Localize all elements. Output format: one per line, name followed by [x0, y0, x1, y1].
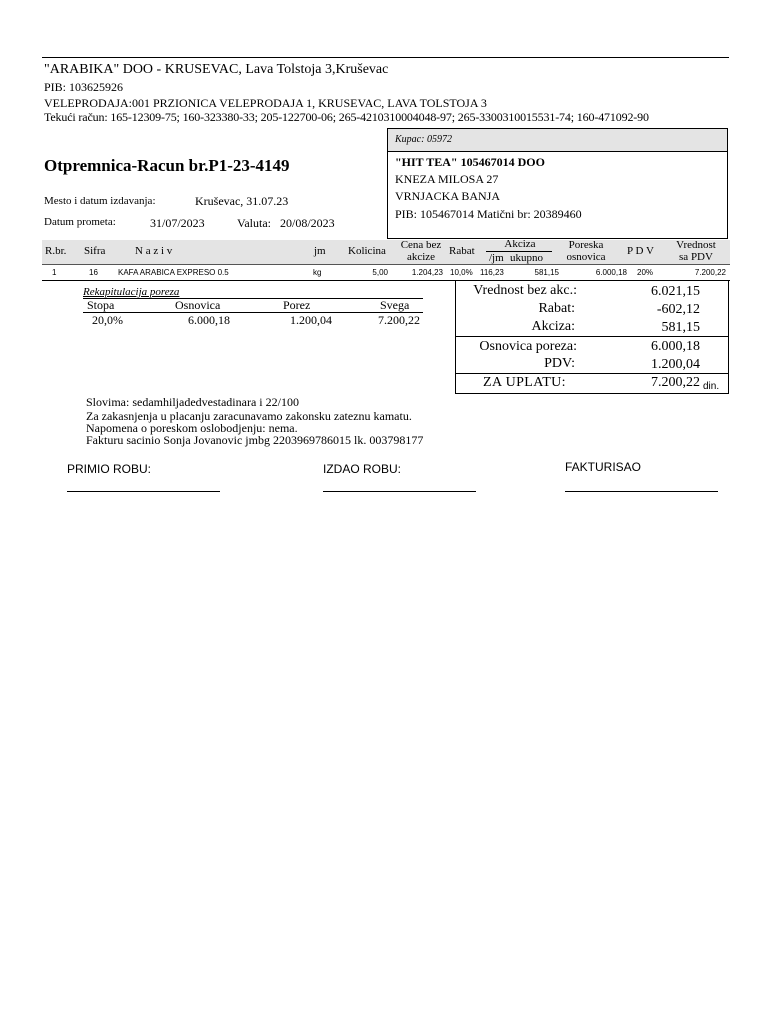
totals-vrednost-value: 6.021,15 [651, 284, 700, 299]
recap-svega: 7.200,22 [378, 313, 420, 327]
row-rbr: 1 [52, 268, 57, 277]
recap-osnovica-header: Osnovica [175, 298, 221, 312]
totals-uplata-label: ZA UPLATU: [483, 375, 566, 390]
place-date-label: Mesto i datum izdavanja: [44, 195, 156, 207]
totals-akciza-value: 581,15 [661, 320, 700, 335]
company-name: "ARABIKA" DOO - KRUSEVAC, Lava Tolstoja 3,Kruševac [44, 62, 389, 77]
recap-osnovica: 6.000,18 [188, 313, 230, 327]
row-vrednost: 7.200,22 [694, 268, 726, 277]
company-veleprodaja: VELEPRODAJA:001 PRZIONICA VELEPRODAJA 1, KRUSEVAC, LAVA TOLSTOJA 3 [44, 96, 487, 110]
recap-stopa: 20,0% [92, 313, 123, 327]
totals-pdv-label: PDV: [544, 356, 575, 371]
row-akciza-jm: 116,23 [480, 268, 504, 277]
row-kolicina: 5,00 [372, 268, 388, 277]
row-osnovica: 6.000,18 [595, 268, 627, 277]
totals-rabat-value: -602,12 [656, 302, 700, 317]
valuta-label: Valuta: [237, 216, 271, 230]
valuta-value: 20/08/2023 [280, 216, 335, 230]
signature-fakturisao-line [565, 491, 718, 492]
buyer-name: "HIT TEA" 105467014 DOO [395, 155, 545, 169]
buyer-pib: PIB: 105467014 Matični br: 20389460 [395, 207, 582, 221]
col-poreska-1: Poreska [568, 239, 604, 251]
signature-izdao: IZDAO ROBU: [323, 462, 402, 476]
col-cena-1: Cena bez [400, 239, 442, 251]
col-vrednost-1: Vrednost [676, 239, 716, 251]
note-line-2: Napomena o poreskom oslobodjenju: nema. [86, 421, 298, 435]
col-poreska-2: osnovica [566, 251, 606, 263]
recap-porez: 1.200,04 [290, 313, 332, 327]
company-pib: PIB: 103625926 [44, 80, 124, 94]
col-pdv: P D V [627, 245, 654, 257]
company-accounts: Tekući račun: 165-12309-75; 160-323380-33; 205-122700-06; 265-4210310004048-97; 265-3300310015531-74; 160-471092-90 [44, 110, 649, 124]
buyer-street: KNEZA MILOSA 27 [395, 172, 499, 186]
slovima: Slovima: sedamhiljadedvestadinara i 22/100 [86, 395, 299, 409]
datum-prometa-label: Datum prometa: [44, 216, 116, 228]
signature-primio-line [67, 491, 220, 492]
row-rabat: 10,0% [450, 268, 473, 277]
col-akciza-jm: /jm [489, 252, 504, 264]
totals-vrednost-label: Vrednost bez akc.: [473, 283, 577, 298]
signature-fakturisao: FAKTURISAO [565, 460, 642, 474]
col-rabat: Rabat [449, 245, 475, 257]
buyer-city: VRNJACKA BANJA [395, 189, 501, 203]
row-naziv: KAFA ARABICA EXPRESO 0.5 [118, 268, 229, 277]
place-date-value: Kruševac, 31.07.23 [195, 194, 289, 208]
signature-primio: PRIMIO ROBU: [67, 462, 152, 476]
col-akciza: Akciza [504, 238, 536, 250]
col-jm: jm [314, 245, 326, 257]
datum-prometa-value: 31/07/2023 [150, 216, 205, 230]
row-pdv: 20% [637, 268, 654, 277]
recap-svega-header: Svega [380, 298, 410, 312]
note-line-1: Za zakasnjenja u placanju zaracunavamo zakonsku zateznu kamatu. [86, 409, 412, 423]
row-akciza-ukupno: 581,15 [534, 268, 559, 277]
document-title: Otpremnica-Racun br.P1-23-4149 [44, 156, 290, 175]
note-line-3: Fakturu sacinio Sonja Jovanovic jmbg 2203969786015 lk. 003798177 [86, 433, 424, 447]
totals-uplata-value: 7.200,22 [651, 375, 700, 390]
totals-osnovica-label: Osnovica poreza: [479, 339, 577, 354]
col-cena-2: akcize [406, 251, 436, 263]
col-sifra: Sifra [84, 245, 106, 257]
totals-currency: din. [703, 381, 720, 392]
buyer-box [387, 128, 728, 239]
row-jm: kg [313, 268, 322, 277]
recap-porez-header: Porez [283, 298, 311, 312]
buyer-kupac: Kupac: 05972 [395, 134, 452, 145]
row-cena: 1.204,23 [411, 268, 443, 277]
col-kolicina: Kolicina [348, 245, 386, 257]
recap-title: Rekapitulacija poreza [83, 286, 180, 298]
signature-izdao-line [323, 491, 476, 492]
col-akciza-ukupno: ukupno [510, 252, 543, 264]
totals-rabat-label: Rabat: [538, 301, 575, 316]
totals-akciza-label: Akciza: [531, 319, 575, 334]
recap-stopa-header: Stopa [87, 298, 115, 312]
totals-pdv-value: 1.200,04 [651, 357, 700, 372]
col-naziv: N a z i v [135, 245, 173, 257]
totals-osnovica-value: 6.000,18 [651, 339, 700, 354]
col-rbr: R.br. [45, 245, 67, 257]
top-rule [42, 57, 729, 58]
col-vrednost-2: sa PDV [679, 251, 713, 263]
row-sifra: 16 [89, 268, 98, 277]
